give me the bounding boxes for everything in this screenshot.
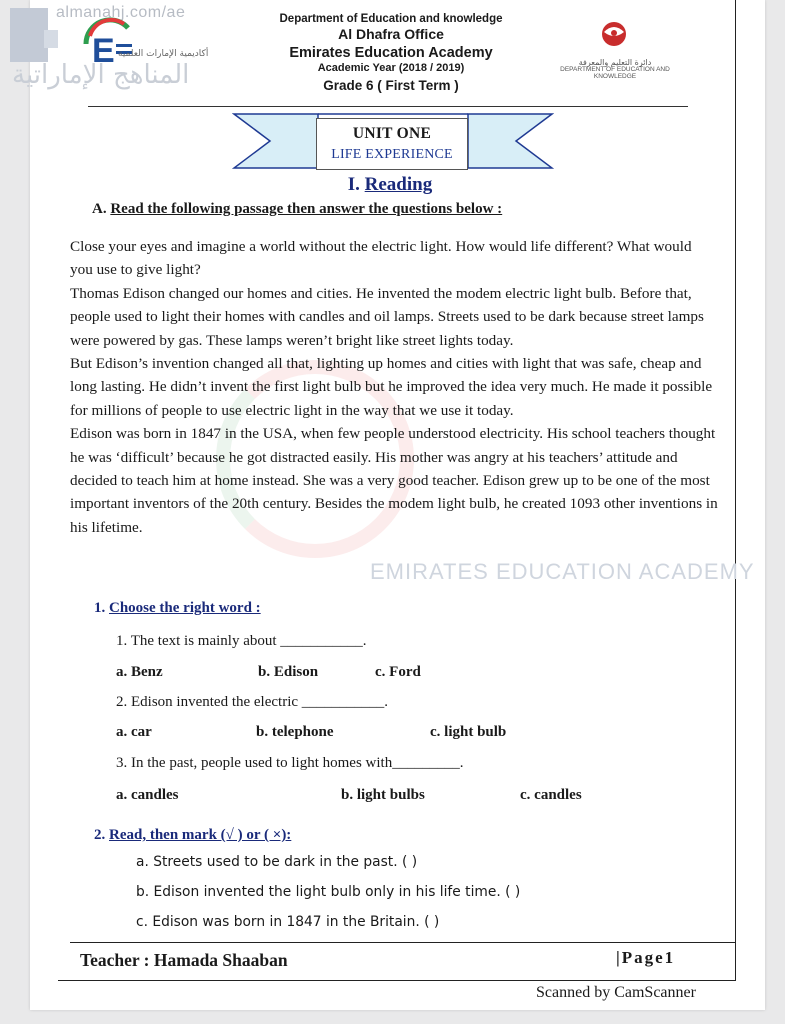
academy-name: Emirates Education Academy (289, 44, 493, 61)
part2-heading (94, 827, 291, 844)
watermark-logo-block-small (44, 30, 58, 48)
academy-logo-icon (76, 14, 226, 76)
statement-a: a. Streets used to be dark in the past. ( ) (136, 854, 418, 870)
part1-number: 1. (94, 600, 106, 616)
statement-c: c. Edison was born in 1847 in the Britain. ( ) (136, 914, 440, 930)
part2-title: Read, then mark (√ ) or ( ×): (109, 827, 292, 843)
section-a-letter: A. (92, 201, 107, 217)
part1-heading (94, 600, 261, 617)
q2-option-a: a. car (116, 724, 152, 740)
watermark-site-text: almanahj.com/ae (56, 4, 186, 21)
academy-logo-arabic: أكاديمية الإمارات العلمية (118, 49, 209, 59)
page-number: |Page1 (616, 948, 676, 967)
section-a-instruction (92, 201, 502, 218)
part2-number: 2. (94, 827, 106, 843)
scanner-credit: Scanned by CamScanner (536, 984, 696, 1001)
passage-paragraph: Close your eyes and imagine a world without the electric light. How would life different? What would you use to give light? (70, 238, 692, 279)
svg-text:E: E (92, 32, 115, 70)
q1-option-b: b. Edison (258, 664, 319, 680)
part1-title: Choose the right word : (109, 600, 261, 616)
q3-option-b: b. light bulbs (341, 787, 425, 803)
unit-title: UNIT ONE (352, 125, 432, 142)
question-3: 3. In the past, people used to light homes with_________. (116, 755, 464, 771)
emblem-arabic-text: دائرة التعليم والمعرفة (578, 58, 652, 67)
footer-divider (70, 942, 735, 943)
passage-paragraph: Thomas Edison changed our homes and cities. He invented the modem electric light bulb. Before that, people used to light their homes with candles and oil lamps. Streets used to be dark because street lamps were powered by gas. These lamps weren’t bright like street lights today. (70, 284, 704, 349)
reading-passage (70, 235, 718, 539)
q3-option-c: c. candles (520, 787, 582, 803)
watermark-arabic-text: المناهج الإماراتية (12, 60, 190, 90)
watermark-academy-text: EMIRATES EDUCATION ACADEMY (370, 559, 755, 584)
academic-year: Academic Year (2018 / 2019) (317, 62, 465, 74)
header-divider (88, 106, 688, 107)
question-2: 2. Edison invented the electric ___________. (116, 694, 389, 710)
q2-option-c: c. light bulb (430, 724, 507, 740)
grade-term: Grade 6 ( First Term ) (323, 77, 459, 93)
office-name: Al Dhafra Office (338, 26, 444, 43)
q1-option-c: c. Ford (375, 664, 421, 680)
passage-paragraph: Edison was born in 1847 in the USA, when few people understood electricity. His school teachers thought he was ‘difficult’ because he got distracted easily. His mother was angry at his teachers’ attitude and decided to teach him at home instead. She was a very good teacher. Edison grew up to be one of the most important inventors of the 20th century. Besides the modem light bulb, he created 1093 other inventions in his lifetime. (70, 425, 718, 536)
q3-option-a: a. candles (116, 787, 179, 803)
question-1: 1. The text is mainly about ___________. (116, 633, 367, 649)
teacher-name: Teacher : Hamada Shaaban (80, 950, 288, 970)
department-name: Department of Education and knowledge (279, 13, 503, 25)
document-header (230, 12, 552, 95)
emblem-english-text: DEPARTMENT OF EDUCATION AND KNOWLEDGE (560, 66, 670, 80)
unit-subtitle: LIFE EXPERIENCE (331, 147, 453, 162)
q2-option-b: b. telephone (256, 724, 334, 740)
passage-paragraph: But Edison’s invention changed all that, lighting up homes and cities with light that was safe, cheap and long lasting. He didn’t invent the first light bulb but he improved the idea very much. He made it possible for millions of people to use electric light in the way that we use it today. (70, 355, 713, 419)
statement-b: b. Edison invented the light bulb only in his life time. ( ) (136, 884, 521, 900)
reading-heading (320, 174, 460, 196)
unit-title-box (316, 118, 468, 170)
reading-number: I. (347, 174, 360, 195)
section-a-text: Read the following passage then answer the questions below : (110, 201, 503, 217)
q1-option-a: a. Benz (116, 664, 163, 680)
watermark-logo-block (10, 8, 48, 62)
reading-title: Reading (364, 174, 433, 195)
